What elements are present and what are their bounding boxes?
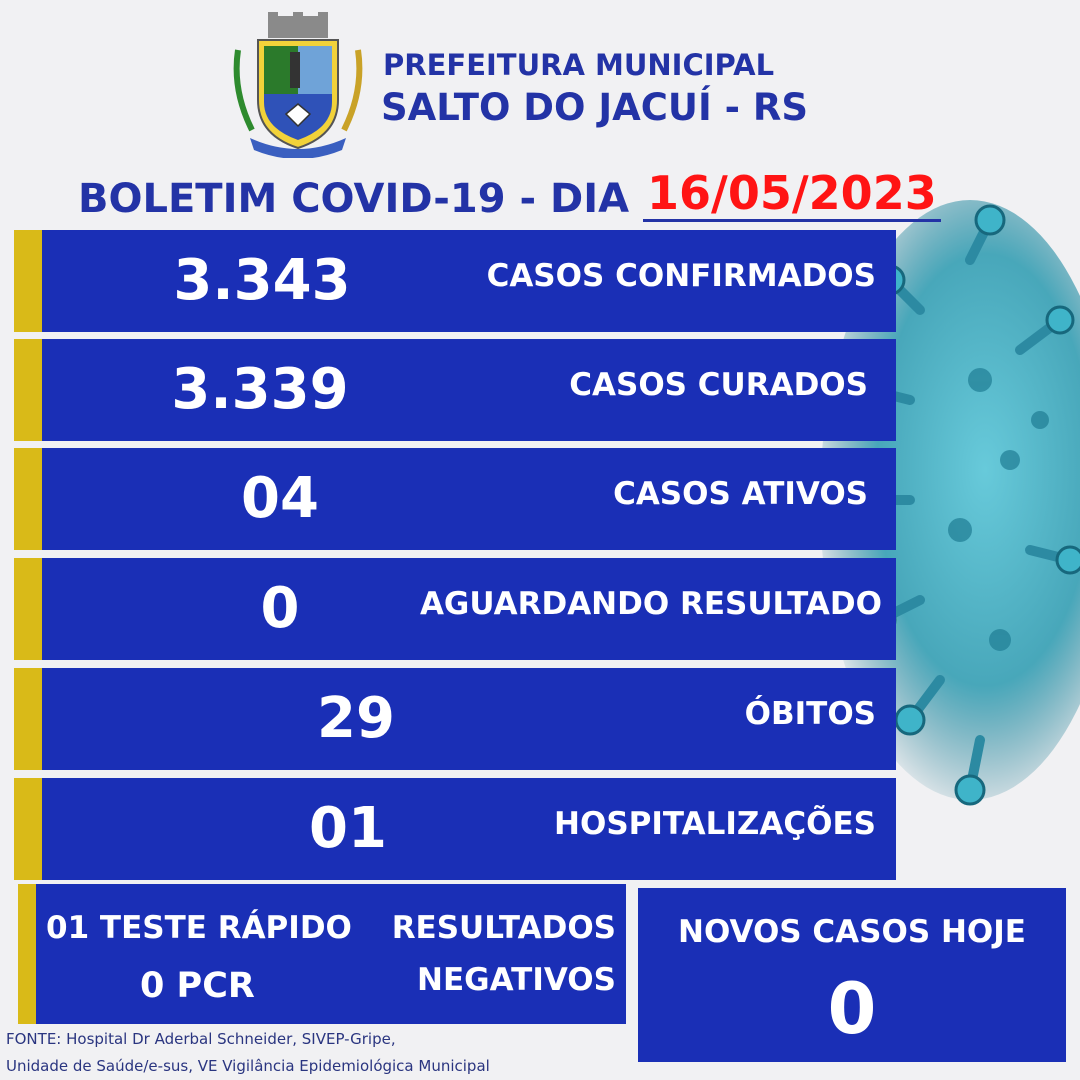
tests-panel (18, 884, 626, 1024)
stat-label: HOSPITALIZAÇÕES (554, 806, 876, 842)
source-line-1: FONTE: Hospital Dr Aderbal Schneider, SIVEP-Gripe, (6, 1030, 396, 1048)
stat-row-hospitalizations (14, 778, 896, 880)
stat-label: CASOS ATIVOS (613, 476, 868, 512)
stat-value: 3.343 (173, 248, 351, 313)
results-label-line2: NEGATIVOS (417, 962, 616, 998)
stat-value: 04 (241, 466, 319, 531)
stat-row-deaths (14, 668, 896, 770)
stat-row-awaiting (14, 558, 896, 660)
stat-row-recovered (14, 339, 896, 441)
stat-label: ÓBITOS (744, 696, 876, 732)
municipal-coat-of-arms (228, 10, 368, 158)
bulletin-date: 16/05/2023 (643, 167, 941, 222)
new-cases-value: 0 (827, 968, 877, 1050)
pcr-test-count: 0 PCR (140, 966, 255, 1006)
prefecture-title: PREFEITURA MUNICIPAL (383, 48, 775, 82)
stat-value: 29 (317, 686, 395, 751)
source-line-2: Unidade de Saúde/e-sus, VE Vigilância Epidemiológica Municipal (6, 1057, 490, 1075)
rapid-test-count: 01 TESTE RÁPIDO (46, 910, 352, 946)
new-cases-label: NOVOS CASOS HOJE (678, 914, 1026, 950)
results-label-line1: RESULTADOS (391, 910, 616, 946)
stat-row-active (14, 448, 896, 550)
stat-row-confirmed (14, 230, 896, 332)
stat-value: 3.339 (171, 357, 349, 422)
source-note (6, 1026, 626, 1080)
stat-label: CASOS CONFIRMADOS (486, 258, 876, 294)
stat-label: AGUARDANDO RESULTADO (419, 586, 882, 622)
bulletin-heading (78, 166, 941, 222)
stat-value: 01 (309, 796, 387, 861)
stat-label: CASOS CURADOS (569, 367, 868, 403)
municipality-name: SALTO DO JACUÍ - RS (381, 86, 808, 129)
stat-value: 0 (260, 576, 300, 641)
new-cases-panel (638, 888, 1066, 1062)
bulletin-title: BOLETIM COVID-19 - DIA (78, 176, 630, 222)
